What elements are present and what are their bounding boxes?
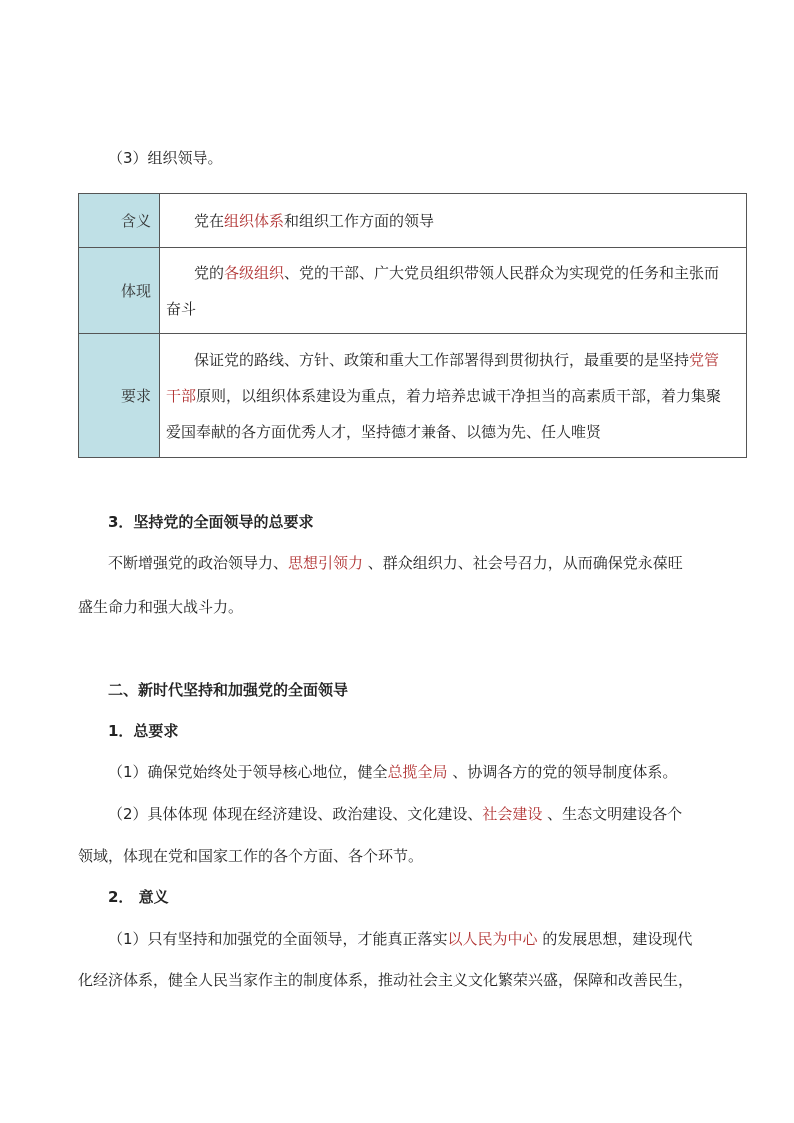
row-header: 含义: [79, 194, 160, 248]
highlight-term: 组织体系: [224, 211, 285, 230]
paragraph: （1）确保党始终处于领导核心地位，健全总揽全局 、协调各方的党的领导制度体系。: [108, 763, 678, 781]
highlight-term: 思想引领力: [288, 554, 364, 572]
paragraph: 不断增强党的政治领导力、思想引领力 、群众组织力、社会号召力，从而确保党永葆旺: [108, 554, 683, 572]
table-row: [79, 194, 747, 248]
row-header: 体现: [79, 248, 160, 334]
paragraph-continuation: 领域，体现在党和国家工作的各个方面、各个环节。: [78, 847, 424, 865]
row-content: 党在组织体系和组织工作方面的领导: [160, 194, 747, 248]
chapter-heading: 二、新时代坚持和加强党的全面领导: [108, 681, 349, 699]
highlight-term: 社会建设: [482, 805, 543, 823]
organization-leadership-table: [78, 193, 747, 458]
highlight-term: 干部: [166, 386, 197, 405]
row-header: 要求: [79, 334, 160, 458]
row-content: 党的各级组织、党的干部、广大党员组织带领人民群众为实现党的任务和主张而 奋斗: [160, 248, 747, 334]
table-row: [79, 248, 747, 334]
highlight-term: 以人民为中心: [447, 930, 538, 948]
paragraph: （1）只有坚持和加强党的全面领导，才能真正落实以人民为中心 的发展思想，建设现代: [108, 930, 693, 948]
paragraph: （2）具体体现 体现在经济建设、政治建设、文化建设、社会建设 、生态文明建设各个: [108, 805, 683, 823]
highlight-term: 党管: [689, 350, 720, 369]
paragraph-continuation: 化经济体系，健全人民当家作主的制度体系，推动社会主义文化繁荣兴盛，保障和改善民生，: [78, 971, 694, 989]
section-heading: 3．坚持党的全面领导的总要求: [108, 513, 314, 531]
row-content: 保证党的路线、方针、政策和重大工作部署得到贯彻执行，最重要的是坚持党管 干部原则，以组织体系建设为重点，着力培养忠诚干净担当的高素质干部，着力集聚 爱国奉献的各方面优秀人才，坚持德才兼备、以德为先、任人唯贤: [160, 334, 747, 458]
table-row: [79, 334, 747, 458]
section-heading: 2． 意义: [108, 888, 169, 906]
highlight-term: 总揽全局: [387, 763, 448, 781]
subsection-heading: （3）组织领导。: [108, 149, 223, 167]
highlight-term: 各级组织: [224, 263, 285, 282]
paragraph-continuation: 盛生命力和强大战斗力。: [78, 598, 244, 616]
section-heading: 1．总要求: [108, 722, 179, 740]
